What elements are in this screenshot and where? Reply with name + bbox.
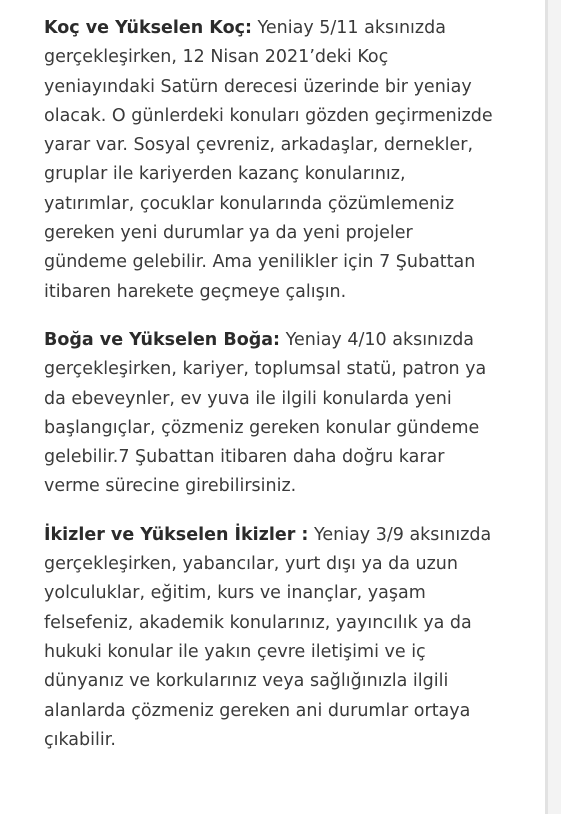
section-text-line: yatırımlar, çocuklar konularında çözümlemeniz (44, 193, 455, 214)
section-first-line (44, 326, 545, 355)
section-heading: Koç ve Yükselen Koç: (44, 18, 252, 38)
section-text-line: gruplar ile kariyerden kazanç konularınız, (44, 164, 406, 185)
section-text-line: başlangıçlar, çözmeniz gereken konular gündeme (44, 417, 480, 438)
section-text-line: gereken yeni durumlar ya da yeni projeler (44, 223, 413, 244)
section-text-line: yarar var. Sosyal çevreniz, arkadaşlar, dernekler, (44, 135, 474, 156)
section-boga (44, 326, 545, 502)
section-heading: Boğa ve Yükselen Boğa: (44, 329, 281, 350)
section-ikizler (44, 521, 545, 755)
section-text-line: gerçekleşirken, kariyer, toplumsal statü, patron ya (44, 359, 487, 380)
section-text-line: Yeniay 4/10 aksınızda (280, 329, 475, 350)
section-heading: İkizler ve Yükselen İkizler : (44, 524, 309, 545)
section-first-line (44, 521, 545, 550)
section-text-line: olacak. O günlerdeki konuları gözden geçirmenizde (44, 105, 493, 126)
section-text-line: Yeniay 5/11 aksınızda (251, 18, 446, 38)
section-text-line: hukuki konular ile yakın çevre iletişimi ve iç (44, 641, 426, 662)
section-text-line: felsefeniz, akademik konularınız, yayıncılık ya da (44, 612, 472, 633)
section-koc (44, 14, 545, 307)
section-text-line: dünyanız ve korkularınız veya sağlığınızla ilgili (44, 671, 449, 692)
section-text-line: itibaren harekete geçmeye çalışın. (44, 281, 347, 302)
section-text-line: alanlarda çözmeniz gereken ani durumlar ortaya (44, 700, 471, 721)
section-first-line (44, 14, 545, 43)
page-side-margin (548, 0, 561, 814)
section-text-line: gündeme gelebilir. Ama yenilikler için 7 Şubattan (44, 252, 476, 273)
section-text-line: gerçekleşirken, 12 Nisan 2021’deki Koç (44, 47, 389, 68)
section-text-line: gelebilir.7 Şubattan itibaren daha doğru karar (44, 447, 445, 468)
section-text-line: çıkabilir. (44, 729, 116, 750)
section-text-line: yeniayındaki Satürn derecesi üzerinde bir yeniay (44, 76, 472, 97)
section-text-line: da ebeveynler, ev yuva ile ilgili konularda yeni (44, 388, 452, 409)
section-text-line: yolculuklar, eğitim, kurs ve inançlar, yaşam (44, 583, 426, 604)
section-text-line: verme sürecine girebilirsiniz. (44, 476, 297, 497)
section-text-line: Yeniay 3/9 aksınızda (308, 524, 492, 545)
section-text-line: gerçekleşirken, yabancılar, yurt dışı ya da uzun (44, 554, 458, 575)
